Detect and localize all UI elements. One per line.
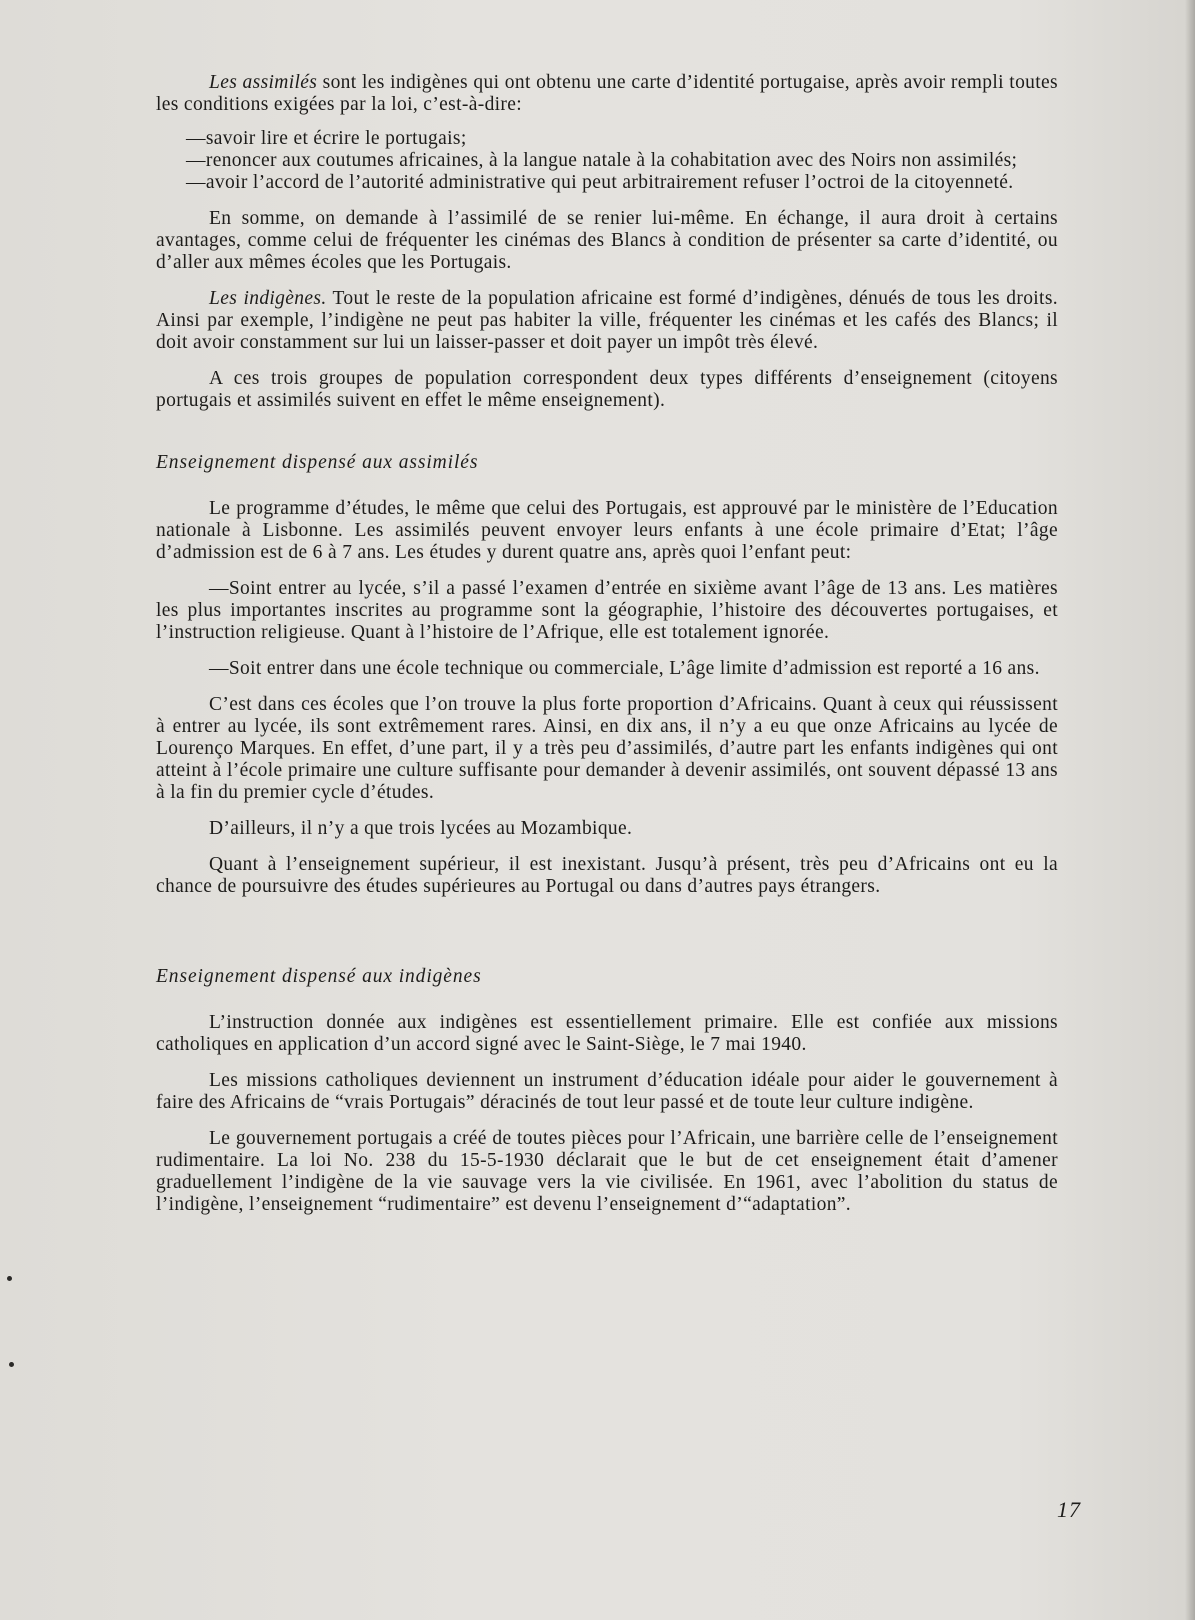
- paragraph-lycee: —Soint entrer au lycée, s’il a passé l’examen d’entrée en sixième avant l’âge de 13 ans. Les matières les plus importantes inscrites au programme sont la géographie, l’histoire des découvertes portugaises, et l’instruction religieuse. Quant à l’histoire de l’Afrique, elle est totalement ignorée.: [156, 578, 1058, 643]
- paragraph-missions: Les missions catholiques deviennent un instrument d’éducation idéale pour aider le gouvernement à faire des Africains de “vrais Portugais” déracinés de tout leur passé et de toute leur culture indigène.: [156, 1070, 1058, 1113]
- term-indigenes: Les indigènes.: [209, 288, 327, 309]
- paragraph-indigenes: [156, 288, 1058, 354]
- margin-mark: [9, 1362, 14, 1367]
- section-heading-assimiles: Enseignement dispensé aux assimilés: [156, 452, 479, 473]
- margin-mark: [7, 1276, 12, 1281]
- paragraph-instruction: L’instruction donnée aux indigènes est essentiellement primaire. Elle est confiée aux missions catholiques en application d’un accord signé avec le Saint-Siège, le 7 mai 1940.: [156, 1012, 1058, 1055]
- paragraph-indigenes-text: Tout le reste de la population africaine est formé d’indigènes, dénués de tous les droits. Ainsi par exemple, l’indigène ne peut pas habiter la ville, fréquenter les cinémas et les cafés des Blancs; il doit avoir constamment sur lui un laisser-passer et doit payer un impôt très élevé.: [156, 288, 1058, 353]
- paragraph-gouvernement: Le gouvernement portugais a créé de toutes pièces pour l’Africain, une barrière celle de l’enseignement rudimentaire. La loi No. 238 du 15-5-1930 déclarait que le but de cet enseignement était d’amener graduellement l’indigène de la vie sauvage vers la vie civilisée. En 1961, avec l’abolition du status de l’indigène, l’enseignement “rudimentaire” est devenu l’enseignement d’“adaptation”.: [156, 1128, 1058, 1215]
- paragraph-ecole-technique: —Soit entrer dans une école technique ou commerciale, L’âge limite d’admission est reporté a 16 ans.: [209, 658, 1040, 679]
- term-assimiles: Les assimilés: [209, 72, 318, 93]
- page-edge-shadow: [1185, 0, 1195, 1620]
- paragraph-en-somme: En somme, on demande à l’assimilé de se renier lui-même. En échange, il aura droit à certains avantages, comme celui de fréquenter les cinémas des Blancs à condition de présenter sa carte d’identité, ou d’aller aux mêmes écoles que les Portugais.: [156, 208, 1058, 273]
- paragraph-trois-lycees: D’ailleurs, il n’y a que trois lycées au Mozambique.: [209, 818, 633, 839]
- paragraph-programme: Le programme d’études, le même que celui des Portugais, est approuvé par le ministère de l’Education nationale à Lisbonne. Les assimilés peuvent envoyer leurs enfants à une école primaire d’Etat; l’âge d’admission est de 6 à 7 ans. Les études y durent quatre ans, après quoi l’enfant peut:: [156, 498, 1058, 563]
- paragraph-proportion: C’est dans ces écoles que l’on trouve la plus forte proportion d’Africains. Quant à ceux qui réussissent à entrer au lycée, ils sont extrêmement rares. Ainsi, en dix ans, il n’y a eu que onze Africains au lycée de Lourenço Marques. En effet, d’une part, il y a très peu d’assimilés, d’autre part les enfants indigènes qui ont atteint à l’école primaire une culture suffisante pour demander à devenir assimilés, ont souvent dépassé 13 ans à la fin du premier cycle d’études.: [156, 694, 1058, 803]
- body-text: [156, 72, 1058, 1216]
- paragraph-assimiles-text: sont les indigènes qui ont obtenu une carte d’identité portugaise, après avoir rempli toutes les conditions exigées par la loi, c’est-à-dire:: [156, 72, 1058, 115]
- page-number: 17: [1057, 1497, 1081, 1522]
- section-heading-indigenes: Enseignement dispensé aux indigènes: [156, 966, 482, 987]
- paragraph-trois-groupes: A ces trois groupes de population correspondent deux types différents d’enseignement (citoyens portugais et assimilés suivent en effet le même enseignement).: [156, 368, 1058, 411]
- condition-item: —savoir lire et écrire le portugais;: [186, 128, 467, 149]
- condition-item: —renoncer aux coutumes africaines, à la langue natale à la cohabitation avec des Noirs non assimilés;: [186, 150, 1018, 171]
- paragraph-assimiles: [156, 72, 1058, 116]
- paragraph-superieur: Quant à l’enseignement supérieur, il est inexistant. Jusqu’à présent, très peu d’Africains ont eu la chance de poursuivre des études supérieures au Portugal ou dans d’autres pays étrangers.: [156, 854, 1058, 897]
- condition-item: —avoir l’accord de l’autorité administrative qui peut arbitrairement refuser l’octroi de la citoyenneté.: [186, 172, 1014, 193]
